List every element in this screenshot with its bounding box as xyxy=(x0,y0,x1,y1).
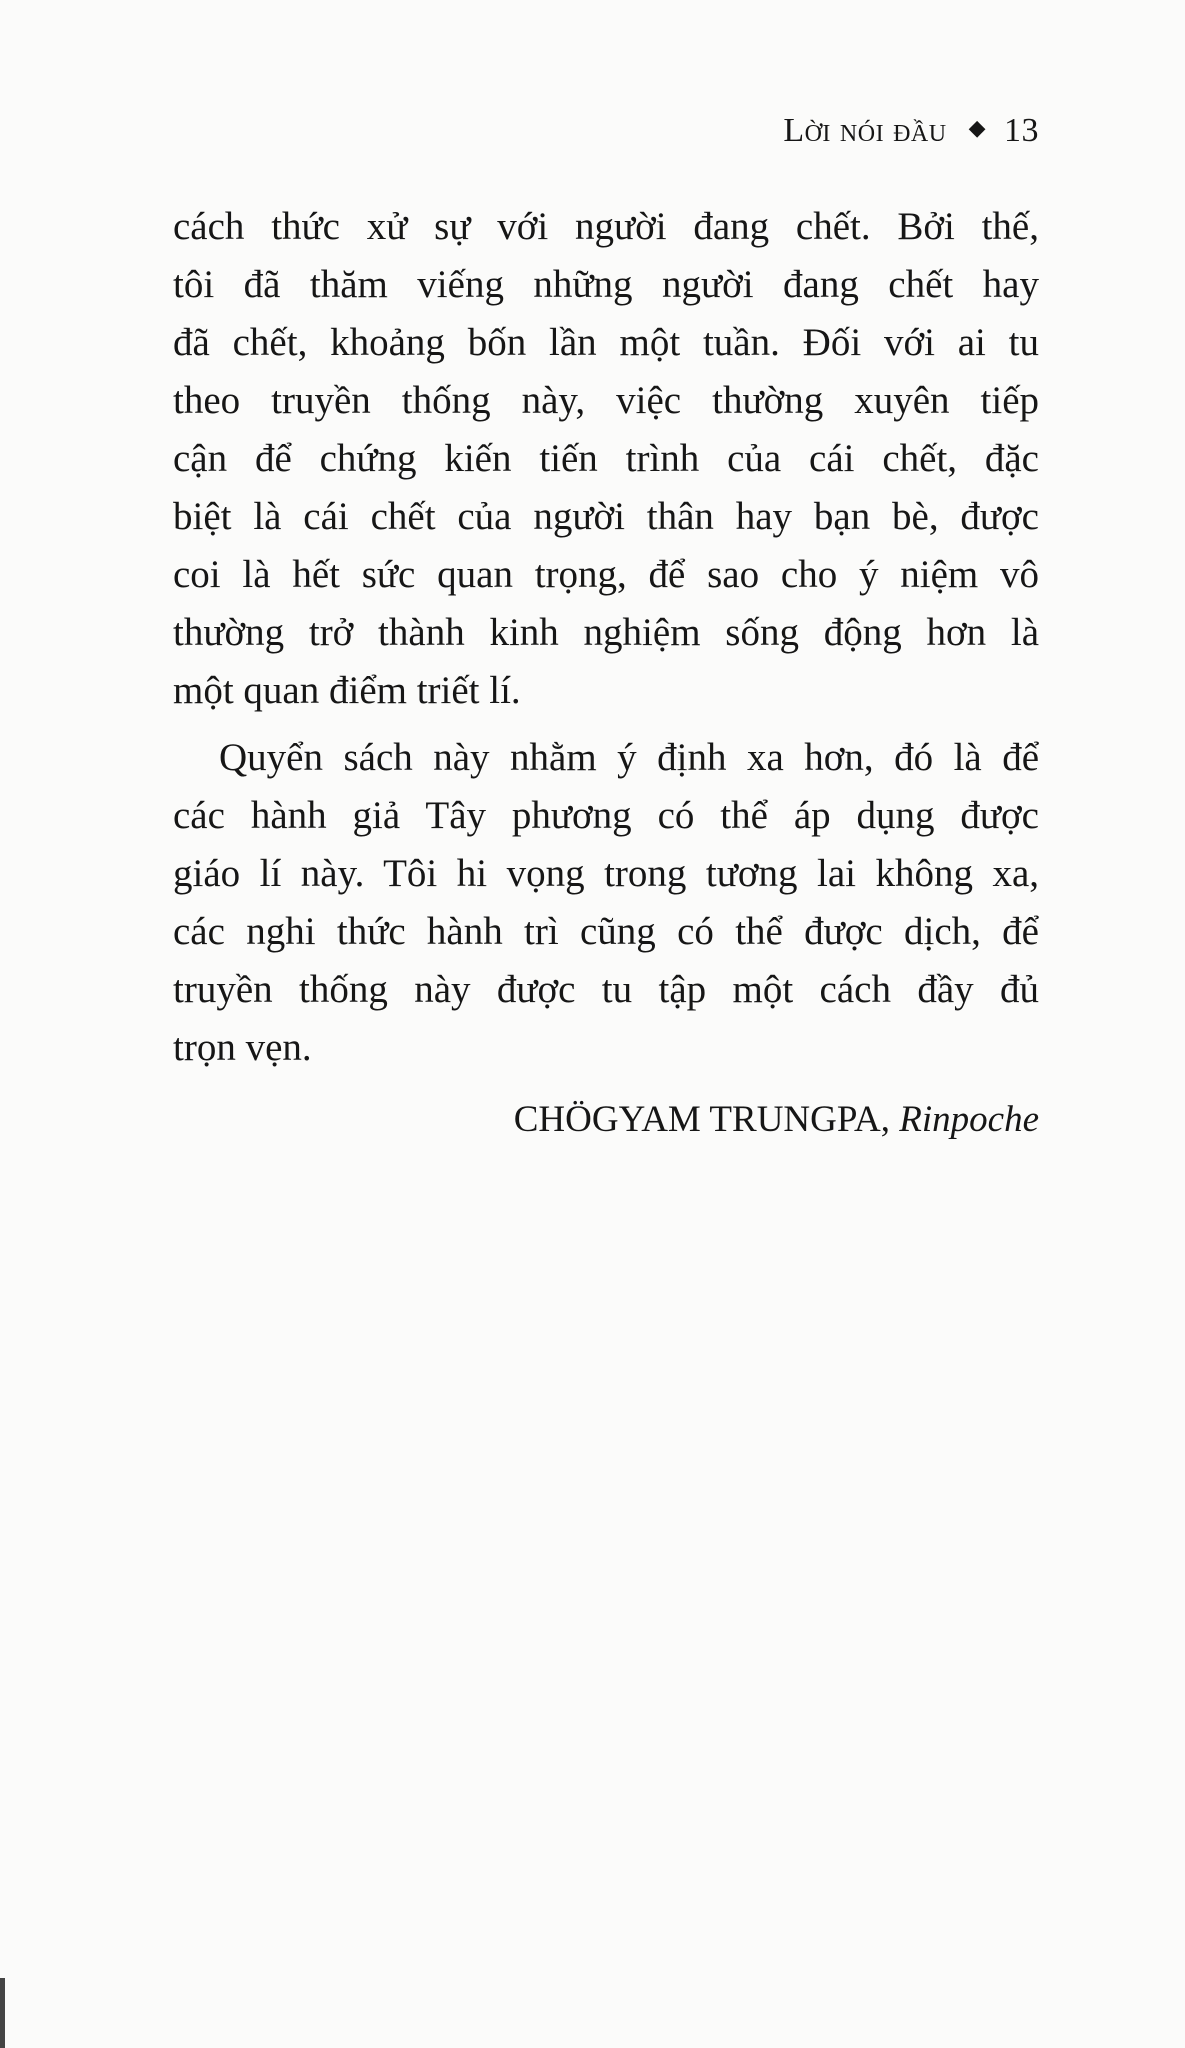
page-number: 13 xyxy=(1004,112,1039,149)
text-line: các hành giả Tây phương có thể áp dụng được xyxy=(173,794,1039,837)
running-title: Lời nói đầu xyxy=(783,112,947,149)
text-line: theo truyền thống này, việc thường xuyên tiếp xyxy=(173,379,1039,422)
text-line: các nghi thức hành trì cũng có thể được dịch, để xyxy=(173,910,1039,953)
text-line: thường trở thành kinh nghiệm sống động hơn là xyxy=(173,611,1039,654)
author-title: Rinpoche xyxy=(899,1099,1039,1140)
diamond-separator-icon: ◆ xyxy=(968,115,986,140)
text-line: Quyển sách này nhằm ý định xa hơn, đó là để xyxy=(219,736,1039,779)
text-line: biệt là cái chết của người thân hay bạn bè, được xyxy=(173,495,1039,538)
text-line: một quan điểm triết lí. xyxy=(173,669,521,712)
running-header xyxy=(783,112,1039,150)
text-line: cận để chứng kiến tiến trình của cái chết, đặc xyxy=(173,437,1039,480)
text-line: coi là hết sức quan trọng, để sao cho ý niệm vô xyxy=(173,553,1039,596)
text-line: tôi đã thăm viếng những người đang chết hay xyxy=(173,263,1039,306)
text-line: truyền thống này được tu tập một cách đầy đủ xyxy=(173,968,1039,1011)
author-name: CHÖGYAM TRUNGPA, xyxy=(513,1099,891,1140)
text-line: cách thức xử sự với người đang chết. Bởi thế, xyxy=(173,205,1039,248)
text-line: trọn vẹn. xyxy=(173,1026,312,1069)
text-line: giáo lí này. Tôi hi vọng trong tương lai không xa, xyxy=(173,852,1039,895)
text-line: đã chết, khoảng bốn lần một tuần. Đối với ai tu xyxy=(173,321,1039,364)
page-edge-shadow xyxy=(0,1978,5,2048)
author-signature xyxy=(514,1098,1039,1141)
